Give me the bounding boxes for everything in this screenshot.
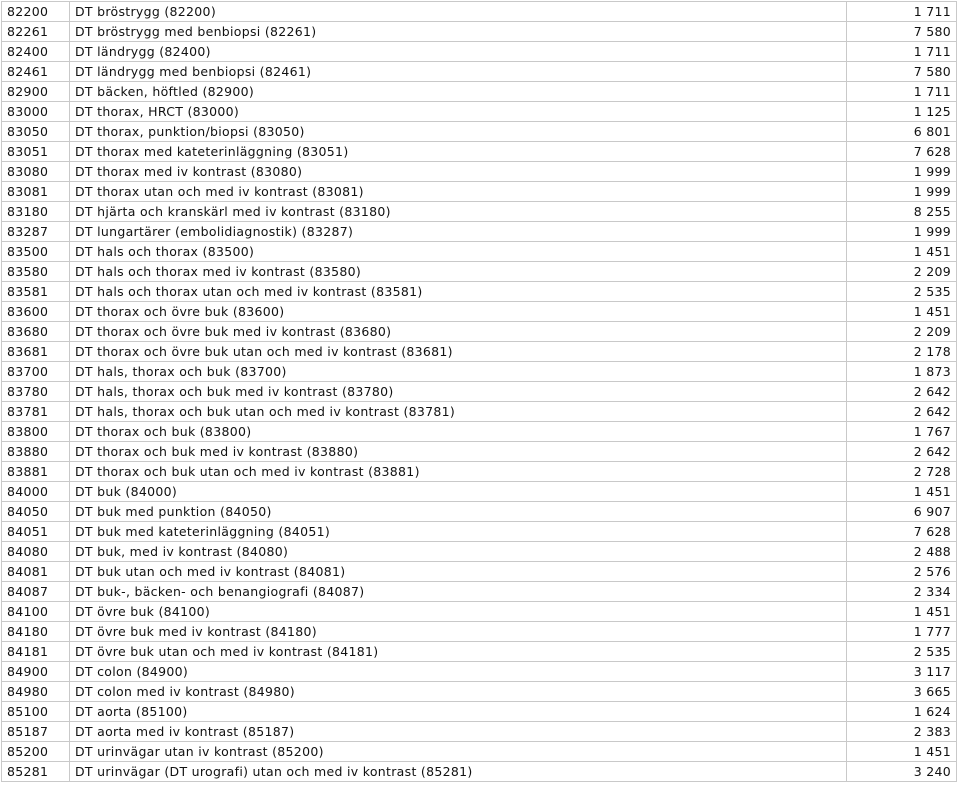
procedure-name-cell: DT thorax och övre buk utan och med iv kontrast (83681) xyxy=(70,342,847,362)
procedure-name-cell: DT thorax, punktion/biopsi (83050) xyxy=(70,122,847,142)
price-cell: 1 999 xyxy=(847,182,957,202)
price-cell: 1 777 xyxy=(847,622,957,642)
procedure-name-cell: DT buk (84000) xyxy=(70,482,847,502)
procedure-name-cell: DT hals, thorax och buk med iv kontrast (83780) xyxy=(70,382,847,402)
price-cell: 2 209 xyxy=(847,262,957,282)
table-row xyxy=(2,142,957,162)
table-row xyxy=(2,422,957,442)
procedure-code-cell: 84081 xyxy=(2,562,70,582)
procedure-code-cell: 83581 xyxy=(2,282,70,302)
price-cell: 8 255 xyxy=(847,202,957,222)
price-cell: 1 873 xyxy=(847,362,957,382)
price-cell: 1 711 xyxy=(847,42,957,62)
procedure-name-cell: DT hals och thorax utan och med iv kontrast (83581) xyxy=(70,282,847,302)
procedure-code-cell: 84980 xyxy=(2,682,70,702)
procedure-code-cell: 83680 xyxy=(2,322,70,342)
procedure-code-cell: 83580 xyxy=(2,262,70,282)
price-cell: 1 767 xyxy=(847,422,957,442)
procedure-code-cell: 82400 xyxy=(2,42,70,62)
procedure-name-cell: DT aorta (85100) xyxy=(70,702,847,722)
price-cell: 1 711 xyxy=(847,82,957,102)
table-row xyxy=(2,662,957,682)
table-row xyxy=(2,742,957,762)
procedure-code-cell: 84180 xyxy=(2,622,70,642)
procedure-name-cell: DT thorax utan och med iv kontrast (83081) xyxy=(70,182,847,202)
price-cell: 1 999 xyxy=(847,162,957,182)
procedure-code-cell: 85200 xyxy=(2,742,70,762)
procedure-code-cell: 83050 xyxy=(2,122,70,142)
procedure-name-cell: DT buk med punktion (84050) xyxy=(70,502,847,522)
price-cell: 7 628 xyxy=(847,522,957,542)
procedure-code-cell: 85187 xyxy=(2,722,70,742)
procedure-name-cell: DT buk-, bäcken- och benangiografi (84087) xyxy=(70,582,847,602)
price-cell: 2 642 xyxy=(847,382,957,402)
price-table-body xyxy=(2,2,957,782)
price-cell: 2 576 xyxy=(847,562,957,582)
price-cell: 2 383 xyxy=(847,722,957,742)
price-cell: 1 624 xyxy=(847,702,957,722)
procedure-name-cell: DT buk utan och med iv kontrast (84081) xyxy=(70,562,847,582)
procedure-code-cell: 83800 xyxy=(2,422,70,442)
table-row xyxy=(2,242,957,262)
table-row xyxy=(2,522,957,542)
table-row xyxy=(2,162,957,182)
table-row xyxy=(2,302,957,322)
table-row xyxy=(2,442,957,462)
table-row xyxy=(2,362,957,382)
procedure-name-cell: DT bäcken, höftled (82900) xyxy=(70,82,847,102)
table-row xyxy=(2,322,957,342)
table-row xyxy=(2,702,957,722)
price-cell: 1 711 xyxy=(847,2,957,22)
procedure-code-cell: 83880 xyxy=(2,442,70,462)
table-row xyxy=(2,482,957,502)
procedure-name-cell: DT thorax och övre buk (83600) xyxy=(70,302,847,322)
procedure-name-cell: DT thorax och buk med iv kontrast (83880) xyxy=(70,442,847,462)
procedure-name-cell: DT övre buk med iv kontrast (84180) xyxy=(70,622,847,642)
procedure-code-cell: 83500 xyxy=(2,242,70,262)
procedure-code-cell: 84080 xyxy=(2,542,70,562)
price-cell: 3 665 xyxy=(847,682,957,702)
table-row xyxy=(2,382,957,402)
procedure-code-cell: 83287 xyxy=(2,222,70,242)
table-row xyxy=(2,582,957,602)
price-cell: 2 728 xyxy=(847,462,957,482)
procedure-name-cell: DT hals, thorax och buk utan och med iv kontrast (83781) xyxy=(70,402,847,422)
price-cell: 2 642 xyxy=(847,402,957,422)
procedure-code-cell: 83081 xyxy=(2,182,70,202)
price-cell: 1 451 xyxy=(847,602,957,622)
price-cell: 2 535 xyxy=(847,642,957,662)
table-row xyxy=(2,562,957,582)
table-row xyxy=(2,542,957,562)
procedure-code-cell: 82200 xyxy=(2,2,70,22)
procedure-name-cell: DT bröstrygg med benbiopsi (82261) xyxy=(70,22,847,42)
procedure-code-cell: 83180 xyxy=(2,202,70,222)
price-cell: 3 117 xyxy=(847,662,957,682)
table-row xyxy=(2,622,957,642)
price-table xyxy=(1,1,957,782)
price-cell: 1 451 xyxy=(847,742,957,762)
price-cell: 1 999 xyxy=(847,222,957,242)
table-row xyxy=(2,182,957,202)
procedure-code-cell: 83600 xyxy=(2,302,70,322)
price-cell: 6 801 xyxy=(847,122,957,142)
procedure-code-cell: 82261 xyxy=(2,22,70,42)
procedure-code-cell: 83780 xyxy=(2,382,70,402)
procedure-name-cell: DT thorax och buk utan och med iv kontrast (83881) xyxy=(70,462,847,482)
table-row xyxy=(2,502,957,522)
procedure-code-cell: 85281 xyxy=(2,762,70,782)
procedure-name-cell: DT urinvägar (DT urografi) utan och med iv kontrast (85281) xyxy=(70,762,847,782)
table-row xyxy=(2,122,957,142)
table-row xyxy=(2,282,957,302)
procedure-name-cell: DT ländrygg med benbiopsi (82461) xyxy=(70,62,847,82)
procedure-code-cell: 84000 xyxy=(2,482,70,502)
price-cell: 7 628 xyxy=(847,142,957,162)
table-row xyxy=(2,42,957,62)
procedure-name-cell: DT hals och thorax (83500) xyxy=(70,242,847,262)
price-cell: 1 451 xyxy=(847,482,957,502)
table-row xyxy=(2,462,957,482)
price-cell: 2 488 xyxy=(847,542,957,562)
price-cell: 7 580 xyxy=(847,62,957,82)
table-row xyxy=(2,2,957,22)
procedure-code-cell: 84900 xyxy=(2,662,70,682)
price-cell: 6 907 xyxy=(847,502,957,522)
procedure-code-cell: 83681 xyxy=(2,342,70,362)
table-row xyxy=(2,82,957,102)
procedure-name-cell: DT thorax med kateterinläggning (83051) xyxy=(70,142,847,162)
price-cell: 1 125 xyxy=(847,102,957,122)
procedure-name-cell: DT thorax och övre buk med iv kontrast (83680) xyxy=(70,322,847,342)
procedure-name-cell: DT colon med iv kontrast (84980) xyxy=(70,682,847,702)
table-row xyxy=(2,22,957,42)
table-row xyxy=(2,682,957,702)
table-row xyxy=(2,222,957,242)
procedure-name-cell: DT lungartärer (embolidiagnostik) (83287) xyxy=(70,222,847,242)
table-row xyxy=(2,62,957,82)
procedure-name-cell: DT thorax och buk (83800) xyxy=(70,422,847,442)
procedure-name-cell: DT aorta med iv kontrast (85187) xyxy=(70,722,847,742)
price-cell: 2 178 xyxy=(847,342,957,362)
procedure-name-cell: DT övre buk (84100) xyxy=(70,602,847,622)
procedure-code-cell: 84050 xyxy=(2,502,70,522)
procedure-name-cell: DT thorax med iv kontrast (83080) xyxy=(70,162,847,182)
table-row xyxy=(2,602,957,622)
table-row xyxy=(2,342,957,362)
procedure-code-cell: 84051 xyxy=(2,522,70,542)
table-row xyxy=(2,202,957,222)
procedure-name-cell: DT buk, med iv kontrast (84080) xyxy=(70,542,847,562)
procedure-code-cell: 84181 xyxy=(2,642,70,662)
procedure-name-cell: DT buk med kateterinläggning (84051) xyxy=(70,522,847,542)
procedure-name-cell: DT bröstrygg (82200) xyxy=(70,2,847,22)
price-cell: 3 240 xyxy=(847,762,957,782)
price-cell: 2 209 xyxy=(847,322,957,342)
table-row xyxy=(2,262,957,282)
procedure-code-cell: 82900 xyxy=(2,82,70,102)
procedure-code-cell: 84087 xyxy=(2,582,70,602)
procedure-code-cell: 84100 xyxy=(2,602,70,622)
procedure-code-cell: 83700 xyxy=(2,362,70,382)
price-cell: 1 451 xyxy=(847,242,957,262)
procedure-code-cell: 83881 xyxy=(2,462,70,482)
procedure-name-cell: DT övre buk utan och med iv kontrast (84181) xyxy=(70,642,847,662)
procedure-name-cell: DT urinvägar utan iv kontrast (85200) xyxy=(70,742,847,762)
procedure-name-cell: DT colon (84900) xyxy=(70,662,847,682)
procedure-name-cell: DT thorax, HRCT (83000) xyxy=(70,102,847,122)
procedure-code-cell: 83000 xyxy=(2,102,70,122)
price-cell: 2 642 xyxy=(847,442,957,462)
procedure-code-cell: 85100 xyxy=(2,702,70,722)
table-row xyxy=(2,762,957,782)
table-row xyxy=(2,402,957,422)
price-cell: 2 334 xyxy=(847,582,957,602)
procedure-name-cell: DT hals och thorax med iv kontrast (83580) xyxy=(70,262,847,282)
procedure-name-cell: DT ländrygg (82400) xyxy=(70,42,847,62)
procedure-name-cell: DT hals, thorax och buk (83700) xyxy=(70,362,847,382)
procedure-code-cell: 82461 xyxy=(2,62,70,82)
price-cell: 1 451 xyxy=(847,302,957,322)
table-row xyxy=(2,722,957,742)
procedure-code-cell: 83051 xyxy=(2,142,70,162)
procedure-code-cell: 83781 xyxy=(2,402,70,422)
procedure-code-cell: 83080 xyxy=(2,162,70,182)
table-row xyxy=(2,642,957,662)
price-cell: 2 535 xyxy=(847,282,957,302)
table-row xyxy=(2,102,957,122)
procedure-name-cell: DT hjärta och kranskärl med iv kontrast (83180) xyxy=(70,202,847,222)
price-cell: 7 580 xyxy=(847,22,957,42)
